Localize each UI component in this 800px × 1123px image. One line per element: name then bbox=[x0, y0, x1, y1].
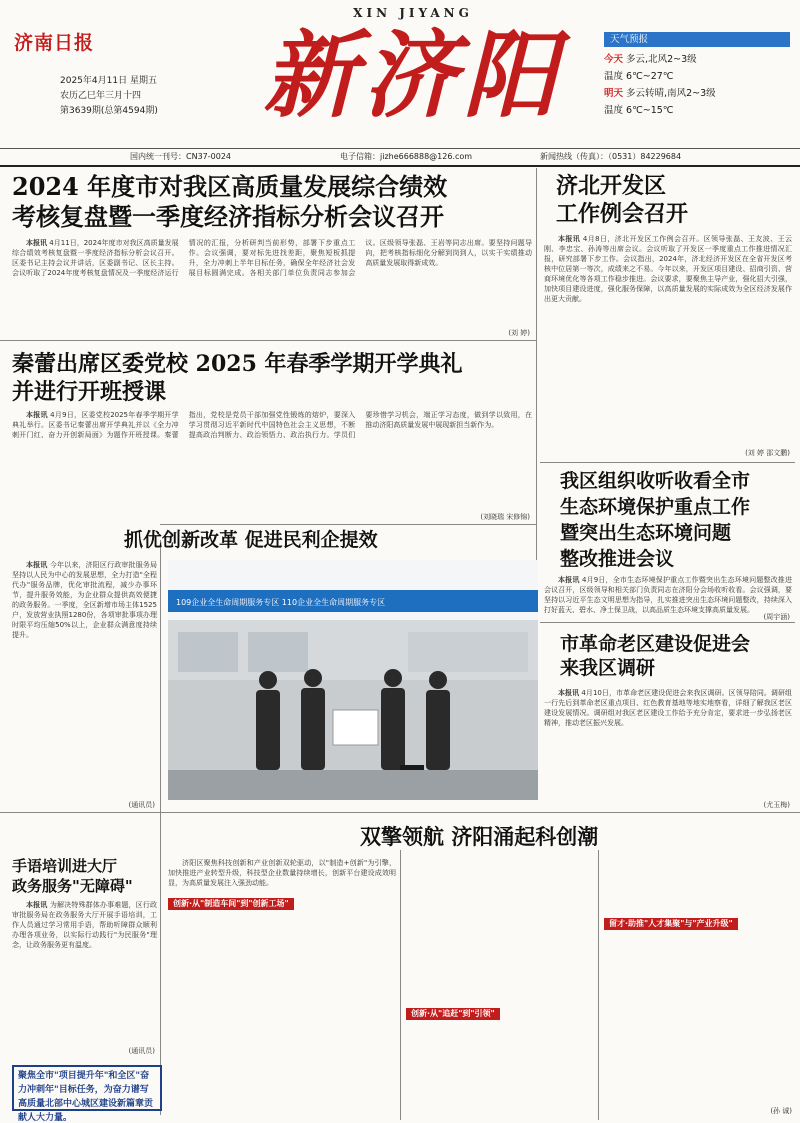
headline-line: 秦蕾出席区委党校 2025 年春季学期开学典礼 bbox=[12, 351, 463, 377]
article-8-byline: (孙 诚) bbox=[770, 1107, 792, 1115]
small-logo: 济南日报 bbox=[14, 32, 95, 54]
headline-line: 并进行开班授课 bbox=[12, 379, 167, 405]
headline-line: 工作例会召开 bbox=[556, 201, 689, 227]
today-label: 今天 bbox=[604, 54, 624, 65]
cn-number: 国内统一刊号：CN37-0024 bbox=[130, 152, 231, 161]
headline-line: 暨突出生态环境问题 bbox=[560, 522, 732, 544]
tomorrow-temp: 温度 6℃~15℃ bbox=[604, 105, 674, 116]
headline-line: 我区组织收听收看全市 bbox=[560, 470, 751, 492]
article-3-body bbox=[12, 410, 532, 510]
article-4-headline bbox=[560, 468, 792, 572]
article-8-body-left bbox=[168, 858, 396, 1113]
article-1-body bbox=[12, 238, 532, 326]
news-photo bbox=[168, 560, 538, 800]
article-lead: 本报讯 bbox=[26, 239, 48, 247]
article-text: 4月10日，市革命老区建设促进会来我区调研。区领导陪同。调研组一行先后到革命老区重点项目、红色教育基地等地实地察看，详细了解我区老区建设发展情况。调研组对我区老区建设工作给予充分肯定，要求进一步弘扬老区精神，推动老区振兴发展。 bbox=[544, 689, 792, 727]
column-divider bbox=[598, 850, 599, 1120]
subheading: 创新·从"制造车间"到"创新工场" bbox=[168, 898, 294, 910]
article-text: 4月9日，区委党校2025年春季学期开学典礼举行。区委书记秦蕾出席开学典礼并以《全力冲刺开门红、奋力开创新局面》为题作开班授课。秦蕾指出，党校是党员干部加强党性锻炼的熔炉，要深入学习贯彻习近平新时代中国特色社会主义思想，不断提高政治判断力、政治领悟力、政治执行力。学员们要珍惜学习机会，端正学习态度，做到学以致用，在推动济阳高质量发展中展现新担当新作为。 bbox=[12, 411, 532, 439]
tomorrow-sky: 多云转晴,南风2~3级 bbox=[626, 88, 716, 99]
article-6-body bbox=[12, 560, 157, 800]
tomorrow-label: 明天 bbox=[604, 88, 624, 99]
article-5-headline bbox=[560, 632, 792, 680]
article-5-byline: (尤玉梅) bbox=[763, 801, 790, 809]
article-6-headline: 抓优创新改革 促进民利企提效 bbox=[124, 529, 378, 551]
article-1-headline bbox=[12, 172, 532, 232]
headline-line: 政务服务"无障碍" bbox=[12, 877, 133, 895]
article-3-byline: (刘晓瑞 宋修锦) bbox=[480, 513, 530, 521]
article-text: 为解决特殊群体办事难题，区行政审批服务局在政务服务大厅开展手语培训，工作人员通过学习常用手语，帮助听障群众顺利办理各项业务，以实际行动践行"为民服务"理念，让政务服务更有温度。 bbox=[12, 901, 157, 949]
headline-line: 市革命老区建设促进会 bbox=[560, 633, 751, 655]
weather-header: 天气预报 bbox=[604, 32, 790, 47]
article-3-headline bbox=[12, 350, 532, 406]
article-1-byline: (刘 婷) bbox=[508, 329, 530, 337]
article-lead: 本报讯 bbox=[558, 689, 580, 697]
headline-line: 生态环境保护重点工作 bbox=[560, 496, 751, 518]
article-8-body-middle bbox=[406, 858, 594, 1113]
article-lead: 本报讯 bbox=[26, 561, 48, 569]
article-lead: 本报讯 bbox=[558, 235, 581, 243]
article-6-byline: (通讯员) bbox=[128, 801, 155, 809]
article-2-body bbox=[544, 234, 792, 446]
headline-line: 济北开发区 bbox=[556, 173, 667, 199]
photo-illustration bbox=[168, 560, 538, 800]
notice-box: 聚焦全市"项目提升年"和全区"奋力冲刺年"目标任务，为奋力谱写高质量北部中心城区建设新篇章贡献人大力量。 bbox=[12, 1065, 162, 1111]
article-text: 4月9日，全市生态环境保护重点工作暨突出生态环境问题整改推进会议召开，区级领导和相关部门负责同志在济阳分会场收听收看。会议强调，要坚持以习近平生态文明思想为指导，扎实推进突出生态环境问题整改，持续深入打好蓝天、碧水、净土保卫战，以高品质生态环境支撑高质量发展。 bbox=[544, 576, 792, 614]
article-2-byline: (刘 婷 邵文鹏) bbox=[745, 449, 790, 457]
row-divider bbox=[0, 340, 536, 341]
article-lead: 本报讯 bbox=[26, 411, 48, 419]
hotline: 新闻热线（传真）：（0531）84229684 bbox=[540, 152, 682, 161]
row-divider bbox=[540, 462, 795, 463]
article-lead: 本报讯 bbox=[558, 576, 580, 584]
headline-line: 来我区调研 bbox=[560, 657, 656, 679]
article-4-body bbox=[544, 575, 792, 615]
date: 2025年4月11日 星期五 bbox=[60, 76, 157, 86]
article-7-headline bbox=[12, 856, 157, 896]
email: 电子信箱：jizhe666888@126.com bbox=[340, 152, 473, 161]
article-text: 4月8日，济北开发区工作例会召开。区领导张磊、王友波、王云刚、李忠宝、孙涛等出席会议。会议听取了开发区一季度重点工作推进情况汇报，研究部署下步工作。会议指出，2024年，济北经济开发区在全省开发区考核中位居第一等次，成绩来之不易。今年以来，开发区项目建设、招商引资、营商环境优化等各项工作稳步推进。会议要求，要聚焦主导产业，强化招大引强，加快项目建设进度，强化服务保障，以高质量发展的实际成效为全区经济发展作出更大贡献。 bbox=[544, 235, 792, 303]
headline-line: 整改推进会议 bbox=[560, 548, 675, 570]
lunar-date: 农历乙巳年三月十四 bbox=[60, 91, 142, 101]
article-text: 济阳区聚焦科技创新和产业创新双轮驱动，以"制造+创新"为引擎，加快推进产业转型升级，科技型企业数量持续增长，创新平台建设成效明显，为高质量发展注入强劲动能。 bbox=[168, 859, 396, 887]
subheading: 留才·助推"人才集聚"与"产业升级" bbox=[604, 918, 738, 930]
photo-banner: 109企业全生命周期服务专区 110企业全生命周期服务专区 bbox=[176, 598, 386, 607]
article-lead: 本报讯 bbox=[26, 901, 48, 909]
article-7-byline: (通讯员) bbox=[128, 1047, 155, 1055]
subheading: 创新·从"追赶"到"引领" bbox=[406, 1008, 500, 1020]
masthead-pinyin: XIN JIYANG bbox=[353, 6, 473, 20]
article-8-headline: 双擎领航 济阳涌起科创潮 bbox=[360, 824, 599, 849]
article-2-headline bbox=[556, 172, 791, 228]
article-8-body-right bbox=[604, 858, 792, 1113]
date-info bbox=[60, 74, 158, 119]
headline-line: 考核复盘暨一季度经济指标分析会议召开 bbox=[12, 202, 444, 231]
info-bar bbox=[0, 148, 800, 167]
column-divider bbox=[400, 850, 401, 1120]
row-divider bbox=[160, 524, 536, 525]
article-4-byline: (周宇涵) bbox=[763, 613, 790, 621]
article-text: 今年以来，济阳区行政审批服务局坚持以人民为中心的发展思想，全力打造"全程代办"服务品牌，优化审批流程，减少办事环节，提升服务效能，为企业群众提供高效便捷的政务服务。一季度，全区新增市场主体1525户，发放营业执照1280份，各项审批事项办理时限平均压缩50%以上，企业群众满意度持续提升。 bbox=[12, 561, 157, 639]
weather-box bbox=[604, 32, 790, 119]
issue-number: 第3639期(总第4594期) bbox=[60, 106, 158, 116]
today-temp: 温度 6℃~27℃ bbox=[604, 71, 674, 82]
headline-line: 手语培训进大厅 bbox=[12, 857, 118, 875]
article-text: 4月11日，2024年度市对我区高质量发展综合绩效考核复盘暨一季度经济指标分析会议召开。区委书记主持会议并讲话，区委副书记、区长主持。会议听取了2024年度考核复盘情况及一季度经济运行情况的汇报，分析研判当前形势，部署下步重点工作。会议强调，要对标先进找差距，聚焦短板抓提升，全力冲刺上半年目标任务，确保全年经济社会发展目标圆满完成。各相关部门单位负责同志参加会议。区级领导张磊、王岩等同志出席。要坚持问题导向，把考核指标细化分解到岗到人，以实干实绩推动高质量发展取得新成效。 bbox=[12, 239, 532, 277]
article-5-body bbox=[544, 688, 792, 798]
row-divider bbox=[540, 622, 795, 623]
headline-line: 2024 年度市对我区高质量发展综合绩效 bbox=[12, 172, 448, 201]
today-sky: 多云,北风2~3级 bbox=[626, 54, 697, 65]
masthead-title: 新济阳 bbox=[262, 21, 563, 131]
row-divider bbox=[0, 812, 800, 813]
article-7-body bbox=[12, 900, 157, 1040]
column-divider bbox=[160, 540, 161, 1115]
masthead bbox=[228, 6, 598, 156]
